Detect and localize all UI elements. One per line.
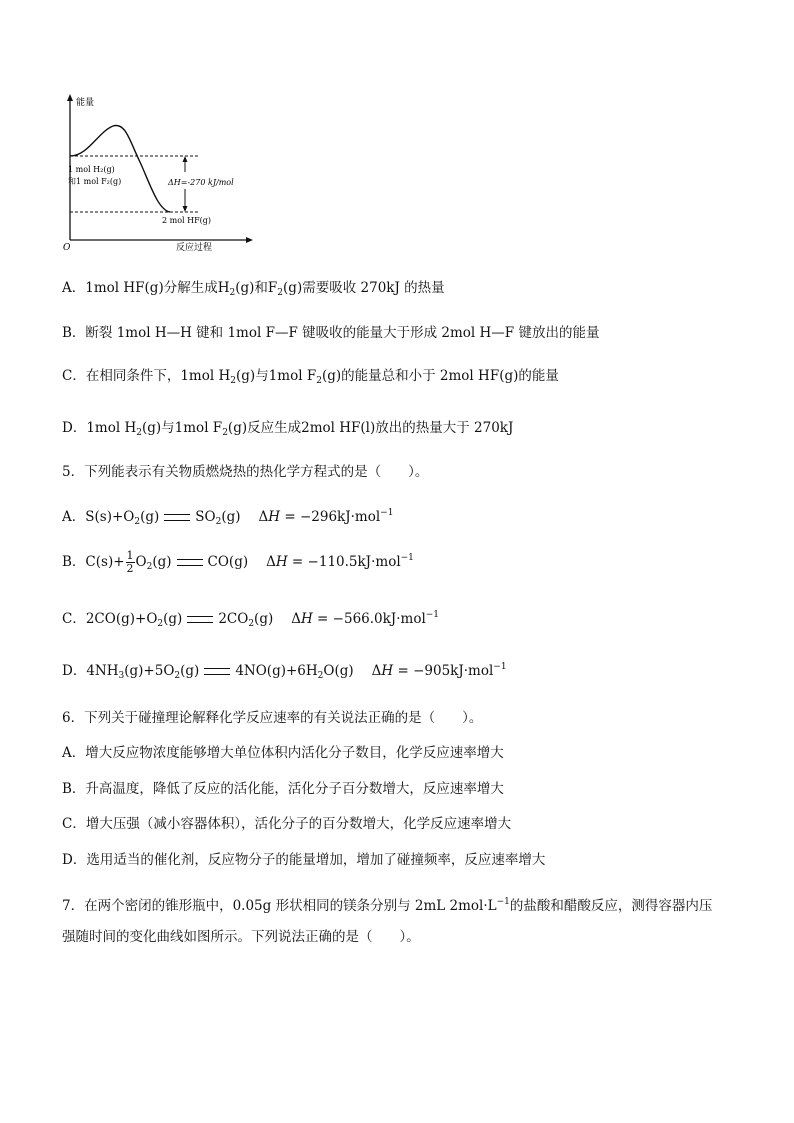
- equals-arrow-icon: [164, 514, 190, 521]
- reactants-label-line1: 1 mol H₂(g): [68, 165, 115, 174]
- up-arrow-icon: [183, 156, 188, 162]
- q6-option-c: C．增大压强（减小容器体积），活化分子的百分数增大，化学反应速率增大: [62, 816, 512, 832]
- q4-option-a: A．1mol HF(g)分解生成$H_2(g)$和$F_2(g)$需要吸收 270kJ 的热量: [62, 280, 445, 298]
- delta-h-label: ΔH=-270 kJ/mol: [168, 178, 234, 187]
- q6-option-b: B．升高温度，降低了反应的活化能，活化分子百分数增大，反应速率增大: [62, 781, 504, 797]
- energy-diagram: [58, 92, 258, 252]
- down-arrow-icon: [183, 206, 188, 212]
- q4-option-d: D．1mol $H_2(g)$与1mol $F_2(g)$反应生成2mol HF(l)放出的热量大于 270kJ: [62, 420, 514, 438]
- fraction-one-half: $\frac{1}{2}$: [126, 549, 134, 575]
- q5-option-a: A．$S(s)+O_2(g)$ $SO_2(g) \Delta H = -296kJ\cdot mol^{-1}$: [62, 508, 394, 527]
- q5-option-b: B．C(s)+ $\frac{1}{2}$ $O_2(g)$ CO(g) ΔH = −110.5kJ·mol$^{-1}$: [62, 549, 414, 575]
- q5-option-d: D．$4NH_3(g)+5O_2(g)$ $4NO(g)+6H_2O(g) \Delta H = -905kJ\cdot mol^{-1}$: [62, 662, 507, 681]
- q4-option-c: C．在相同条件下，1mol $H_2(g)$与1mol $F_2(g)$的能量总和小于 2mol HF(g)的能量: [62, 368, 559, 386]
- q5-stem: 5．下列能表示有关物质燃烧热的热化学方程式的是（ ）。: [62, 464, 429, 480]
- product-label: 2 mol HF(g): [162, 216, 212, 225]
- x-axis-label: 反应过程: [176, 243, 213, 252]
- q4-option-b: B．断裂 1mol H—H 键和 1mol F—F 键吸收的能量大于形成 2mol H—F 键放出的能量: [62, 325, 600, 341]
- y-axis-label: 能量: [76, 98, 95, 108]
- x-axis-arrow-icon: [246, 237, 253, 243]
- q6-option-a: A．增大反应物浓度能够增大单位体积内活化分子数目，化学反应速率增大: [62, 745, 504, 761]
- origin-label: O: [63, 243, 71, 252]
- q6-option-d: D．选用适当的催化剂，反应物分子的能量增加，增加了碰撞频率，反应速率增大: [62, 852, 546, 868]
- reactants-label-line2: 和1 mol F₂(g): [68, 177, 122, 186]
- q5-option-c: C．$2CO(g)+O_2(g)$ $2CO_2(g) \Delta H = -566.0kJ\cdot mol^{-1}$: [62, 610, 440, 629]
- q7-stem-line1: 7．在两个密闭的锥形瓶中，0.05g 形状相同的镁条分别与 2mL $2mol\cdot L^{-1}$的盐酸和醋酸反应，测得容器内压: [62, 897, 713, 914]
- y-axis-arrow-icon: [67, 94, 73, 101]
- equals-arrow-icon: [187, 616, 213, 623]
- equals-arrow-icon: [204, 668, 230, 675]
- q6-stem: 6．下列关于碰撞理论解释化学反应速率的有关说法正确的是（ ）。: [62, 710, 483, 726]
- q7-stem-line2: 强随时间的变化曲线如图所示。下列说法正确的是（ ）。: [62, 929, 420, 945]
- equals-arrow-icon: [177, 559, 203, 566]
